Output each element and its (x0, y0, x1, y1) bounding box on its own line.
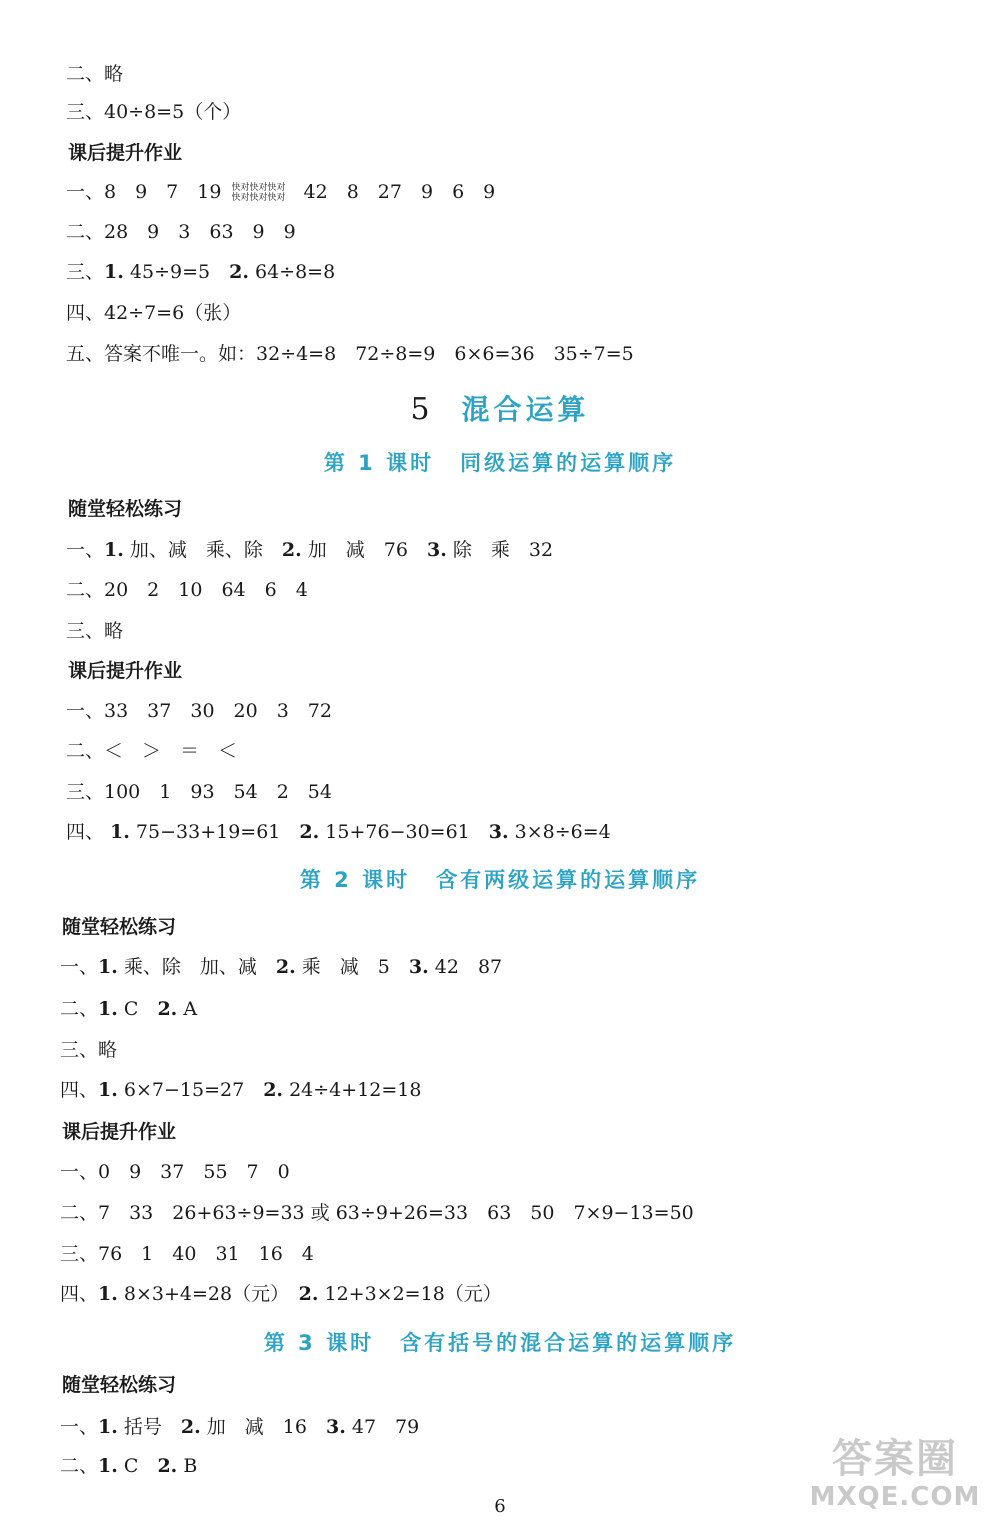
item-number: 1. (104, 261, 124, 283)
answer-line: 一、33 37 30 20 3 72 (66, 700, 332, 722)
answer-text: 三、 (66, 261, 105, 283)
answer-text: 四、 (60, 1283, 99, 1305)
item-number: 3. (426, 539, 447, 561)
item-number: 1. (98, 1416, 118, 1438)
answer-text: 乘 减 5 (295, 956, 409, 978)
answer-text: A (177, 998, 198, 1020)
lesson-title (0, 1329, 1000, 1357)
answer-text: 42 87 (428, 956, 503, 978)
answer-text: 乘、除 加、减 (117, 956, 276, 978)
answer-line: 一、0 9 37 55 7 0 (60, 1161, 290, 1183)
item-number: 1. (104, 539, 124, 561)
answer-text: 47 79 (345, 1416, 420, 1438)
item-number: 2. (229, 261, 249, 283)
section-heading: 课后提升作业 (68, 660, 183, 682)
answer-line: 三、100 1 93 54 2 54 (66, 781, 332, 803)
answer-line: 三、40÷8=5（个） (66, 101, 242, 123)
answer-line (66, 259, 335, 285)
answer-text: 一、 (60, 1416, 99, 1438)
item-number: 1. (98, 1079, 118, 1101)
answer-text: 除 乘 32 (446, 539, 554, 561)
answer-text: 括号 (117, 1416, 181, 1438)
answer-text: 75−33+19=61 (129, 821, 300, 843)
answer-text: C (117, 1455, 158, 1477)
item-number: 2. (299, 821, 320, 843)
answer-line: 三、76 1 40 31 16 4 (60, 1243, 314, 1265)
answer-line: 三、略 (60, 1039, 118, 1061)
item-number: 2. (263, 1079, 284, 1101)
unit-name: 混合运算 (461, 393, 590, 426)
answer-text: 加 减 16 (200, 1416, 326, 1438)
item-number: 1. (98, 956, 118, 978)
item-number: 3. (325, 1416, 346, 1438)
answer-line: 二、20 2 10 64 6 4 (66, 579, 308, 601)
item-number: 1. (98, 1283, 118, 1305)
lesson-name: 含有两级运算的运算顺序 (436, 868, 701, 892)
item-number: 1. (98, 998, 118, 1020)
answer-text: 四、 (66, 821, 111, 843)
answer-line (60, 996, 197, 1022)
answer-line (60, 954, 502, 980)
answer-text: 加、减 乘、除 (123, 539, 282, 561)
lesson-title (0, 449, 1000, 477)
answer-text: 6×7−15=27 (117, 1079, 264, 1101)
answer-text: 15+76−30=61 (319, 821, 489, 843)
answer-text: 64÷8=8 (248, 261, 336, 283)
answer-line: 二、7 33 26+63÷9=33 或 63÷9+26=33 63 50 7×9−13=50 (60, 1202, 694, 1224)
section-heading: 课后提升作业 (62, 1121, 177, 1143)
answer-text: 二、 (60, 998, 99, 1020)
answer-text: 二、 (60, 1455, 99, 1477)
item-number: 3. (488, 821, 509, 843)
item-number: 2. (157, 1455, 178, 1477)
item-number: 2. (281, 539, 302, 561)
item-number: 2. (180, 1416, 201, 1438)
answer-line (60, 1414, 419, 1440)
answer-line: 二、略 (66, 63, 124, 85)
watermark-logo (800, 1436, 990, 1516)
item-number: 1. (110, 821, 130, 843)
answer-text: 24÷4+12=18 (283, 1079, 422, 1101)
answer-line (60, 1281, 502, 1307)
page-number: 6 (494, 1496, 506, 1517)
answer-line: 二、＜ ＞ ＝ ＜ (66, 740, 238, 762)
lesson-title (0, 866, 1000, 894)
answer-line: 四、42÷7=6（张） (66, 302, 242, 324)
answer-text: 8×3+4=28（元） (117, 1283, 299, 1305)
section-heading: 随堂轻松练习 (68, 498, 183, 520)
unit-number: 5 (410, 392, 434, 427)
answer-line (60, 1453, 197, 1479)
answer-text: 四、 (60, 1079, 99, 1101)
answer-line (66, 537, 553, 563)
lesson-name: 含有括号的混合运算的运算顺序 (400, 1331, 737, 1355)
section-heading: 课后提升作业 (68, 142, 183, 164)
lesson-name: 同级运算的运算顺序 (460, 451, 677, 475)
answer-line: 二、28 9 3 63 9 9 (66, 221, 296, 243)
item-number: 1. (98, 1455, 118, 1477)
item-number: 2. (275, 956, 296, 978)
answer-line (60, 1077, 421, 1103)
item-number: 3. (408, 956, 429, 978)
answer-text: 45÷9=5 (123, 261, 230, 283)
answer-text: B (177, 1455, 198, 1477)
answer-text: 12+3×2=18（元） (318, 1283, 502, 1305)
lesson-number: 第 1 课时 (323, 451, 435, 475)
answer-text: 一、 (66, 539, 105, 561)
lesson-number: 第 2 课时 (299, 868, 411, 892)
section-heading: 随堂轻松练习 (62, 916, 177, 938)
answer-text: 一、8 9 7 19 (66, 181, 222, 203)
answer-text: C (117, 998, 158, 1020)
watermark-text: 答案圈 (832, 1436, 958, 1482)
unit-title (0, 392, 1000, 428)
item-number: 2. (298, 1283, 319, 1305)
answer-text: 3×8÷6=4 (508, 821, 611, 843)
overlapping-text: 快对快对快对快对快对快对 (231, 183, 286, 203)
section-heading: 随堂轻松练习 (62, 1374, 177, 1396)
answer-line (66, 819, 611, 845)
answer-text: 加 减 76 (301, 539, 427, 561)
answer-line: 三、略 (66, 620, 124, 642)
answer-text: 一、 (60, 956, 99, 978)
answer-line (66, 179, 495, 205)
answer-line: 五、答案不唯一。如：32÷4=8 72÷8=9 6×6=36 35÷7=5 (66, 343, 634, 365)
answer-text: 42 8 27 9 6 9 (303, 181, 496, 203)
item-number: 2. (157, 998, 178, 1020)
lesson-number: 第 3 课时 (263, 1331, 375, 1355)
watermark-url: MXQE.COM (809, 1482, 981, 1512)
